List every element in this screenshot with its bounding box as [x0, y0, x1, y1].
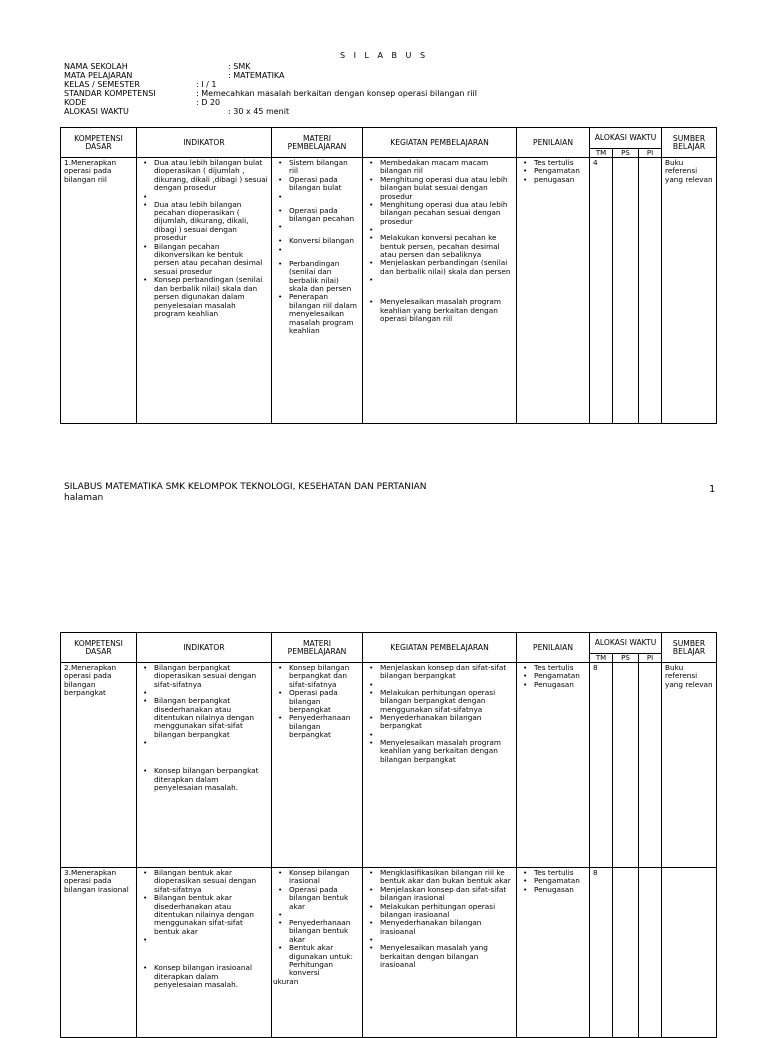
kd-cell: 1.Menerapkan operasi pada bilangan riil	[61, 158, 137, 424]
sumber-cell: Buku referensi yang relevan	[662, 663, 717, 868]
list-item: • Menjelaskan konsep dan sifat-sifat bilangan irasional	[380, 886, 513, 903]
meta-row-class	[64, 80, 704, 89]
sumber-cell: Buku referensi yang relevan	[662, 158, 717, 424]
table-row	[61, 663, 717, 868]
header-sumber: SUMBER BELAJAR	[662, 633, 717, 663]
list-item: • Konsep bilangan irasional	[289, 869, 359, 886]
kegiatan-cell	[363, 158, 517, 424]
list-item: • Menjelaskan konsep dan sifat-sifat bilangan berpangkat	[380, 664, 513, 681]
meta-value: : SMK	[228, 62, 251, 71]
meta-value: : 30 x 45 menit	[228, 107, 290, 116]
meta-row-competency	[64, 89, 704, 98]
list-item: • Dua atau lebih bilangan pecahan dioperasikan ( dijumlah, dikurang, dikali, dibagi ) sesuai dengan prosedur	[154, 201, 268, 243]
list-item: • Tes tertulis	[534, 159, 586, 167]
list-item: • Pengamatan	[534, 167, 586, 175]
meta-row-subject	[64, 71, 704, 80]
materi-tail: ukuran	[273, 976, 299, 986]
list-item: • Mengklasifikasikan bilangan riil ke bentuk akar dan bukan bentuk akar	[380, 869, 513, 886]
list-item: • Tes tertulis	[534, 664, 586, 672]
list-item: • Dua atau lebih bilangan bulat dioperasikan ( dijumlah , dikurang, dikali ,dibagi ) sesuai dengan prosedur	[154, 159, 268, 193]
list-item: • Penugasan	[534, 886, 586, 894]
header-kd: KOMPETENSI DASAR	[61, 128, 137, 158]
indikator-cell	[137, 158, 272, 424]
penilaian-cell	[517, 663, 590, 868]
pi-cell	[639, 868, 662, 1038]
header-kegiatan: KEGIATAN PEMBELAJARAN	[363, 128, 517, 158]
meta-label: MATA PELAJARAN	[64, 71, 133, 80]
indikator-cell	[137, 868, 272, 1038]
list-item: • Operasi pada bilangan bulat	[289, 176, 359, 193]
list-item: • Melakukan perhitungan operasi bilangan irasioanal	[380, 903, 513, 920]
meta-label: STANDAR KOMPETENSI	[64, 89, 156, 98]
header-sumber: SUMBER BELAJAR	[662, 128, 717, 158]
list-item: • Pengamatan	[534, 672, 586, 680]
list-item: • Bentuk akar digunakan untuk: Perhitungan konversi	[289, 944, 359, 978]
list-item: • Sistem bilangan riil	[289, 159, 359, 176]
list-item: • Konversi bilangan	[289, 237, 359, 245]
list-item: • Menyederhanakan bilangan irasioanal	[380, 919, 513, 936]
ps-cell	[613, 663, 639, 868]
header-kd: KOMPETENSI DASAR	[61, 633, 137, 663]
list-item: • Perbandingan (senilai dan berbalik nilai) skala dan persen	[289, 260, 359, 294]
header-ps: PS	[613, 149, 639, 158]
list-item: • Penyederhanaan bilangan berpangkat	[289, 714, 359, 739]
penilaian-cell	[517, 158, 590, 424]
list-item: • Bilangan berpangkat dioperasikan sesuai dengan sifat-sifatnya	[154, 664, 268, 689]
ps-cell	[613, 158, 639, 424]
list-item: • Penugasan	[534, 681, 586, 689]
kd-cell: 3.Menerapkan operasi pada bilangan irasional	[61, 868, 137, 1038]
list-item: • Konsep perbandingan (senilai dan berbalik nilai) skala dan persen digunakan dalam penyelesaian masalah program keahlian	[154, 276, 268, 318]
meta-value: : Memecahkan masalah berkaitan dengan konsep operasi bilangan riil	[196, 89, 477, 98]
list-item: • Konsep bilangan berpangkat dan sifat-sifatnya	[289, 664, 359, 689]
table-row	[61, 868, 717, 1038]
footer-title: SILABUS MATEMATIKA SMK KELOMPOK TEKNOLOGI, KESEHATAN DAN PERTANIAN	[64, 482, 427, 492]
meta-label: ALOKASI WAKTU	[64, 107, 129, 116]
sumber-cell	[662, 868, 717, 1038]
list-item: • Bilangan bentuk akar dioperasikan sesuai dengan sifat-sifatnya	[154, 869, 268, 894]
meta-value: : D 20	[196, 98, 221, 107]
page-footer	[64, 482, 427, 504]
tm-cell: 8	[590, 663, 613, 868]
materi-cell	[272, 158, 363, 424]
list-item: • Operasi pada bilangan berpangkat	[289, 689, 359, 714]
meta-label: KODE	[64, 98, 87, 107]
meta-row-school	[64, 62, 704, 71]
list-item: • Menyelesaikan masalah yang berkaitan dengan bilangan irasioanal	[380, 944, 513, 969]
syllabus-table-page1	[60, 127, 717, 424]
tm-cell: 4	[590, 158, 613, 424]
indikator-cell	[137, 663, 272, 868]
list-item: • Menjelaskan perbandingan (senilai dan berbalik nilai) skala dan persen	[380, 259, 513, 276]
list-item: • Menyederhanakan bilangan berpangkat	[380, 714, 513, 731]
list-item: • Penyederhanaan bilangan bentuk akar	[289, 919, 359, 944]
header-pi: PI	[639, 654, 662, 663]
materi-cell	[272, 868, 363, 1038]
list-item: • Menghitung operasi dua atau lebih bilangan bulat sesuai dengan prosedur	[380, 176, 513, 201]
header-penilaian: PENILAIAN	[517, 633, 590, 663]
header-alokasi: ALOKASI WAKTU	[590, 128, 662, 149]
list-item: • Pengamatan	[534, 877, 586, 885]
list-item: • Menyelesaikan masalah program keahlian yang berkaitan dengan operasi bilangan riil	[380, 298, 513, 323]
page-number: 1	[709, 484, 716, 495]
pi-cell	[639, 158, 662, 424]
ps-cell	[613, 868, 639, 1038]
meta-value: : MATEMATIKA	[228, 71, 285, 80]
penilaian-cell	[517, 868, 590, 1038]
list-item: • Penerapan bilangan riil dalam menyelesaikan masalah program keahlian	[289, 293, 359, 335]
list-item: • Konsep bilangan berpangkat diterapkan dalam penyelesaian masalah.	[154, 767, 268, 792]
footer-halaman: halaman	[64, 493, 104, 503]
meta-row-code	[64, 98, 704, 107]
header-indikator: INDIKATOR	[137, 633, 272, 663]
document-title: S I L A B U S	[339, 51, 429, 60]
list-item: • Menyelesaikan masalah program keahlian yang berkaitan dengan bilangan berpangkat	[380, 739, 513, 764]
table-row	[61, 158, 717, 424]
header-penilaian: PENILAIAN	[517, 128, 590, 158]
list-item: • Menghitung operasi dua atau lebih bilangan pecahan sesuai dengan prosedur	[380, 201, 513, 226]
header-pi: PI	[639, 149, 662, 158]
header-tm: TM	[590, 654, 613, 663]
list-item: • Bilangan pecahan dikonversikan ke bentuk persen atau pecahan desimal sesuai prosedur	[154, 243, 268, 277]
list-item: • Tes tertulis	[534, 869, 586, 877]
list-item: • penugasan	[534, 176, 586, 184]
header-materi: MATERI PEMBELAJARAN	[272, 633, 363, 663]
meta-value: : I / 1	[196, 80, 217, 89]
materi-cell	[272, 663, 363, 868]
list-item: • Bilangan berpangkat disederhanakan atau ditentukan nilainya dengan menggunakan sifat-sifat bilangan berpangkat	[154, 697, 268, 739]
list-item: • Konsep bilangan irasioanal diterapkan dalam penyelesaian masalah.	[154, 964, 268, 989]
list-item: • Operasi pada bilangan bentuk akar	[289, 886, 359, 911]
meta-row-time	[64, 107, 704, 116]
kegiatan-cell	[363, 868, 517, 1038]
meta-label: KELAS / SEMESTER	[64, 80, 140, 89]
list-item: • Operasi pada bilangan pecahan	[289, 207, 359, 224]
header-kegiatan: KEGIATAN PEMBELAJARAN	[363, 633, 517, 663]
syllabus-table-page2	[60, 632, 717, 1038]
header-materi: MATERI PEMBELAJARAN	[272, 128, 363, 158]
header-tm: TM	[590, 149, 613, 158]
meta-label: NAMA SEKOLAH	[64, 62, 128, 71]
pi-cell	[639, 663, 662, 868]
header-alokasi: ALOKASI WAKTU	[590, 633, 662, 654]
header-indikator: INDIKATOR	[137, 128, 272, 158]
tm-cell: 8	[590, 868, 613, 1038]
list-item: • Melakukan perhitungan operasi bilangan berpangkat dengan menggunakan sifat-sifatnya	[380, 689, 513, 714]
kegiatan-cell	[363, 663, 517, 868]
list-item: • Bilangan bentuk akar disederhanakan atau ditentukan nilainya dengan menggunakan sifat-sifat bentuk akar	[154, 894, 268, 936]
list-item: • Membedakan macam macam bilangan riil	[380, 159, 513, 176]
list-item: • Melakukan konversi pecahan ke bentuk persen, pecahan desimal atau persen dan sebaliknya	[380, 234, 513, 259]
header-ps: PS	[613, 654, 639, 663]
kd-cell: 2.Menerapkan operasi pada bilangan berpangkat	[61, 663, 137, 868]
